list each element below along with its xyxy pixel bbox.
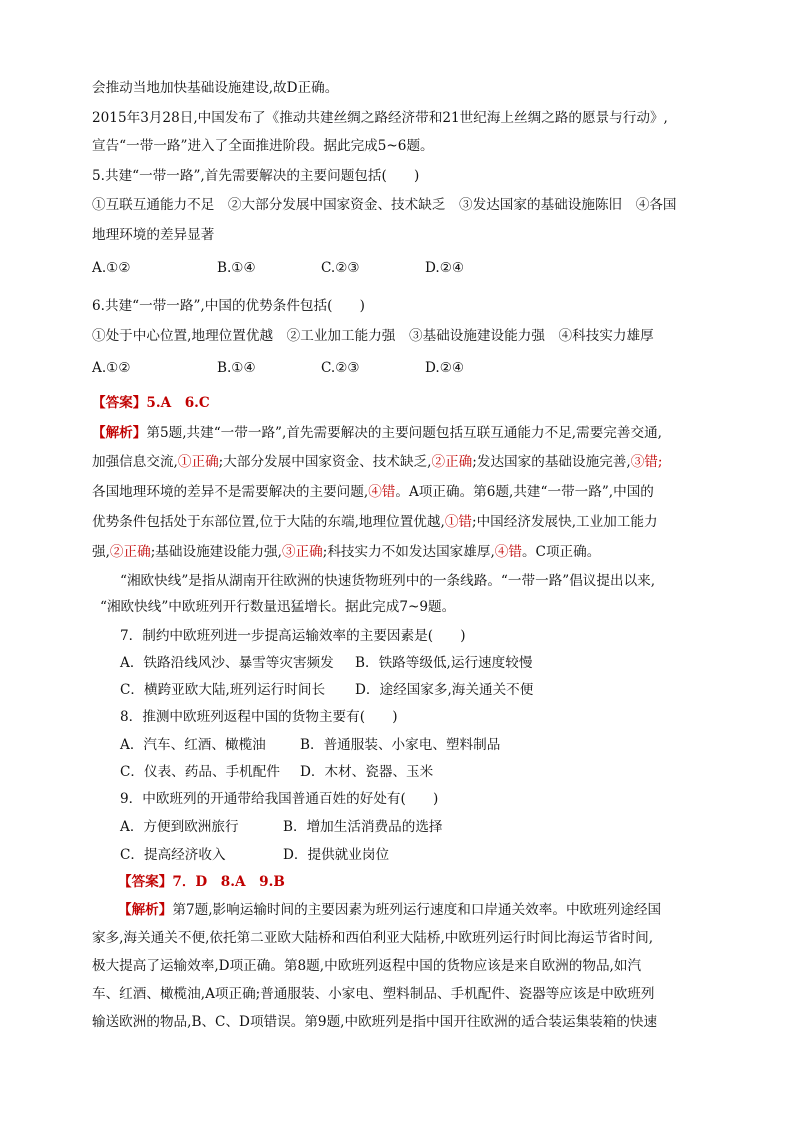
explanation-label: 【解析】 <box>92 425 147 441</box>
explanation-text: ;科技实力不如发达国家雄厚, <box>322 544 495 560</box>
q6-option-a: A.①② <box>92 360 131 376</box>
explanation-text: ;发达国家的基础设施完善, <box>472 454 631 470</box>
verdict: ①错 <box>444 514 472 530</box>
q9-options-row2 <box>120 845 389 865</box>
explanation-text: 各国地理环境的差异不是需要解决的主要问题, <box>92 484 369 500</box>
q8-options-row2 <box>120 762 433 782</box>
explanation-7-9-line1 <box>118 900 661 920</box>
explanation-label: 【解析】 <box>118 902 173 918</box>
explanation-text: ;大部分发展中国家资金、技术缺乏, <box>218 454 432 470</box>
q9-option-c: C．提高经济收入 <box>120 847 226 863</box>
q5-option-d: D.②④ <box>425 260 465 276</box>
explanation-text: 。A项正确。第6题,共建“一带一路”,中国的 <box>395 484 654 500</box>
explanation-text: ;基础设施建设能力强, <box>150 544 282 560</box>
verdict: ③错 <box>630 454 658 470</box>
explanation-text: 第5题,共建“一带一路”,首先需要解决的主要问题包括互联互通能力不足,需要完善交通, <box>146 425 662 441</box>
verdict: ②正确 <box>109 544 151 560</box>
q5-option-a: A.①② <box>92 260 131 276</box>
q7-option-b: B．铁路等级低,运行速度较慢 <box>355 655 533 671</box>
q7-options-row2 <box>120 680 533 700</box>
q6-items: ①处于中心位置,地理位置优越 ②工业加工能力强 ③基础设施建设能力强 ④科技实力雄厚 <box>92 328 654 344</box>
answer-7-9 <box>118 872 285 892</box>
explanation-text: 优势条件包括处于东部位置,位于大陆的东端,地理位置优越, <box>92 514 445 530</box>
answer-label: 【答案】 <box>92 395 147 411</box>
explanation-5-6-line3 <box>92 482 654 502</box>
verdict: ③正确 <box>281 544 323 560</box>
explanation-text: 第7题,影响运输时间的主要因素为班列运行速度和口岸通关效率。中欧班列途经国 <box>172 902 662 918</box>
q7-option-a: A．铁路沿线风沙、暴雪等灾害频发 <box>120 655 334 671</box>
explanation-text: ;中国经济发展快,工业加工能力 <box>472 514 658 530</box>
explanation-text: 。C项正确。 <box>521 544 601 560</box>
q9-option-d: D．提供就业岗位 <box>283 847 390 863</box>
explanation-7-9-line5: 输送欧洲的物品,B、C、D项错误。第9题,中欧班列是指中国开往欧洲的适合装运集装箱的快速 <box>92 1014 658 1030</box>
explanation-7-9-line2: 家多,海关通关不便,依托第二亚欧大陆桥和西伯利亚大陆桥,中欧班列运行时间比海运节省时间, <box>92 930 654 946</box>
q5-items-line2: 地理环境的差异显著 <box>92 227 215 243</box>
q6-option-b: B.①④ <box>217 360 256 376</box>
q5-option-c: C.②③ <box>321 260 360 276</box>
q9-options-row1 <box>120 817 443 837</box>
q9-option-b: B．增加生活消费品的选择 <box>283 819 443 835</box>
q5-option-b: B.①④ <box>217 260 256 276</box>
answer-5-6 <box>92 393 210 413</box>
q9-stem: 9．中欧班列的开通带给我国普通百姓的好处有( ) <box>120 791 439 807</box>
explanation-5-6-line2 <box>92 452 662 472</box>
q5-items-line1: ①互联互通能力不足 ②大部分发展中国家资金、技术缺乏 ③发达国家的基础设施陈旧 ④各国 <box>92 197 677 213</box>
q5-options <box>92 258 464 278</box>
verdict: ④错 <box>368 484 396 500</box>
intro-xiangou-line1: “湘欧快线”是指从湖南开往欧洲的快速货物班列中的一条线路。“一带一路”倡议提出以来, <box>120 573 656 589</box>
q6-option-d: D.②④ <box>425 360 465 376</box>
q7-option-d: D．途经国家多,海关通关不便 <box>355 682 534 698</box>
answer-value: 7．D 8.A 9.B <box>172 874 285 890</box>
q5-stem: 5.共建“一带一路”,首先需要解决的主要问题包括( ) <box>92 168 420 184</box>
intro-tail: 会推动当地加快基础设施建设,故D正确。 <box>92 80 339 96</box>
explanation-7-9-line4: 车、红酒、橄榄油,A项正确;普通服装、小家电、塑料制品、手机配件、瓷器等应该是中欧班列 <box>92 986 655 1002</box>
explanation-text: 加强信息交流, <box>92 454 178 470</box>
q7-stem: 7．制约中欧班列进一步提高运输效率的主要因素是( ) <box>120 628 466 644</box>
q8-stem: 8．推测中欧班列返程中国的货物主要有( ) <box>120 709 398 725</box>
q7-option-c: C．横跨亚欧大陆,班列运行时间长 <box>120 682 326 698</box>
q6-stem: 6.共建“一带一路”,中国的优势条件包括( ) <box>92 298 365 314</box>
explanation-5-6-line4 <box>92 512 658 532</box>
q8-options-row1 <box>120 735 500 755</box>
intro-xiangou-line2: “湘欧快线”中欧班列开行数量迅猛增长。据此完成7~9题。 <box>100 599 456 615</box>
intro-2015-line2: 宣告“一带一路”进入了全面推进阶段。据此完成5~6题。 <box>92 138 434 154</box>
explanation-text: ; <box>657 454 663 470</box>
q7-options-row1 <box>120 653 532 673</box>
intro-2015-line1: 2015年3月28日,中国发布了《推动共建丝绸之路经济带和21世纪海上丝绸之路的愿景与行动》, <box>92 110 668 126</box>
q6-options <box>92 358 464 378</box>
verdict: ④错 <box>494 544 522 560</box>
verdict: ①正确 <box>177 454 219 470</box>
explanation-5-6-line5 <box>92 542 600 562</box>
q9-option-a: A．方便到欧洲旅行 <box>120 819 239 835</box>
answer-value: 5.A 6.C <box>146 395 210 411</box>
q8-option-a: A．汽车、红酒、橄榄油 <box>120 737 266 753</box>
q6-option-c: C.②③ <box>321 360 360 376</box>
explanation-7-9-line3: 极大提高了运输效率,D项正确。第8题,中欧班列返程中国的货物应该是来自欧洲的物品,如汽 <box>92 958 642 974</box>
q8-option-c: C．仪表、药品、手机配件 <box>120 764 280 780</box>
q8-option-d: D．木材、瓷器、玉米 <box>300 764 434 780</box>
verdict: ②正确 <box>431 454 473 470</box>
q8-option-b: B．普通服装、小家电、塑料制品 <box>300 737 501 753</box>
explanation-text: 强, <box>92 544 110 560</box>
answer-label: 【答案】 <box>118 874 173 890</box>
explanation-5-6-line1 <box>92 423 662 443</box>
